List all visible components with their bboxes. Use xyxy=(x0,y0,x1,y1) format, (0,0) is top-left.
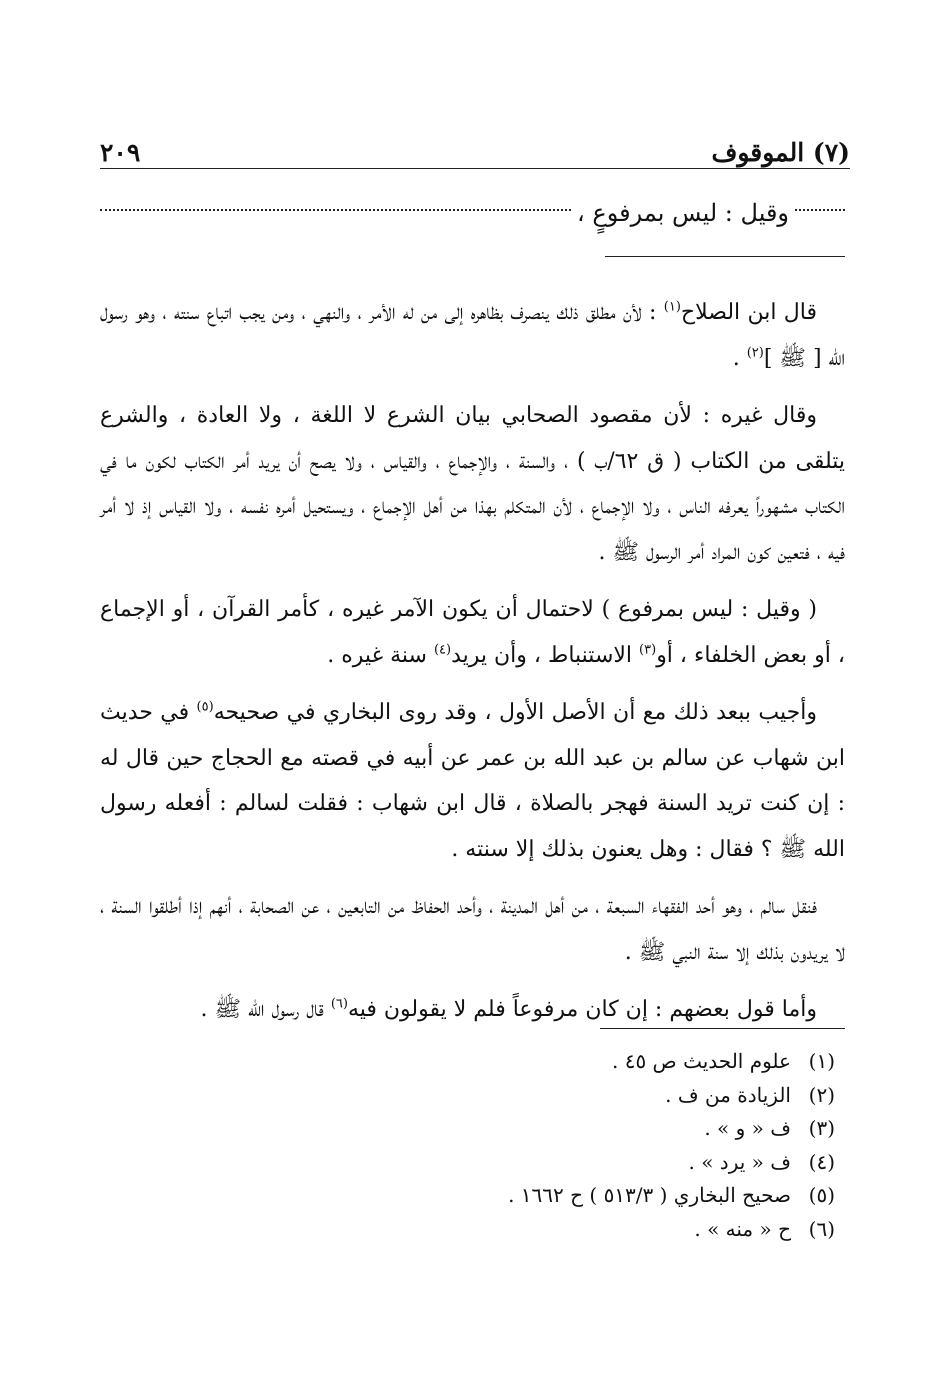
footnote-item xyxy=(100,1179,845,1213)
footnote-text: صحيح البخاري ( ٥١٣/٣ ) ح ١٦٦٢ . xyxy=(508,1183,791,1207)
paragraph: فنقل سالم ، وهو أحد الفقهاء السبعة ، من أهل المدينة ، وأحد الحفاظ من التابعين ، عن الصحابة ، أنهم إذا أطلقوا السنة ، لا يريدون بذلك إلا سنة النبي ﷺ . xyxy=(100,894,845,965)
footnotes xyxy=(100,1045,845,1246)
footnote-ref[interactable]: (٥) xyxy=(196,699,214,715)
footnote-item xyxy=(100,1045,845,1079)
footnote-text: ف « و » . xyxy=(704,1116,791,1140)
commentary-body xyxy=(100,290,845,1045)
paragraph: وأجيب ببعد ذلك مع أن الأصل الأول ، وقد روى البخاري في صحيحه$^{(٥)}$ في حديث ابن شهاب عن سالم بن عبد الله بن عمر عن أبيه في قصته مع الحجاج حين قال له : إن كنت تريد السنة فهجر بالصلاة ، قال ابن شهاب : فقلت لسالم : أفعله رسول الله ﷺ ؟ فقال : وهل يعنون بذلك إلا سنته . xyxy=(100,699,845,862)
footnote-item xyxy=(100,1146,845,1180)
footnote-item xyxy=(100,1079,845,1113)
paragraph: وقال غيره : لأن مقصود الصحابي بيان الشرع لا اللغة ، ولا العادة ، والشرع يتلقى من الكتاب ( ق ٦٢/ب ) ، والسنة ، والإجماع ، والقياس ، ولا يصح أن يريد أمر الكتاب لكون ما في الكتاب مشهوراً يعرفه الناس ، ولا الإجماع ، لأن المتكلم بهذا من أهل الإجماع ، ويستحيل أمره نفسه ، ولا القياس إذ لا أمر فيه ، فتعين كون المراد أمر الرسول ﷺ . xyxy=(100,403,845,565)
matn-line xyxy=(100,198,845,228)
matn-text: وقيل : ليس بمرفوعٍ ، xyxy=(577,199,789,227)
footnote-number: (٢) xyxy=(808,1082,835,1107)
paragraph: ( وقيل : ليس بمرفوع ) لاحتمال أن يكون الآمر غيره ، كأمر القرآن ، أو الإجماع ، أو بعض الخلفاء ، أو$^{(٣)}$ الاستنباط ، وأن يريد$^{(٤)}$ سنة غيره . xyxy=(100,597,845,668)
page-header xyxy=(100,135,850,169)
footnote-number: (٤) xyxy=(808,1149,835,1174)
footnote-number: (١) xyxy=(808,1049,835,1073)
footnote-text: علوم الحديث ص ٤٥ . xyxy=(612,1049,791,1073)
header-divider xyxy=(100,168,850,169)
footnote-ref[interactable]: (٢) xyxy=(746,345,764,361)
footnote-ref[interactable]: (٣) xyxy=(639,642,657,658)
footnote-item xyxy=(100,1213,845,1247)
footnote-number: (٣) xyxy=(808,1116,835,1140)
matn-divider xyxy=(605,256,845,257)
leader-dots-right xyxy=(795,209,845,211)
footnote-text: ف « يرد » . xyxy=(688,1149,791,1174)
footnote-ref[interactable]: (٦) xyxy=(330,996,348,1012)
footnote-text: ح « منه » . xyxy=(694,1216,791,1241)
paragraph: وأما قول بعضهم : إن كان مرفوعاً فلم لا يقولون فيه$^{(٦)}$ قال رسول الله ﷺ . xyxy=(200,996,817,1022)
leader-dots-left xyxy=(100,209,571,211)
footnote-number: (٦) xyxy=(808,1216,835,1241)
footnote-text: الزيادة من ف . xyxy=(665,1082,791,1107)
footnote-ref[interactable]: (٤) xyxy=(433,642,452,658)
footnote-ref[interactable]: (١) xyxy=(663,299,681,315)
paragraph: قال ابن الصلاح$^{(١)}$ : لأن مطلق ذلك ينصرف بظاهره إلى من له الأمر ، والنهي ، ومن يجب اتباع سنته ، وهو رسول الله [ ﷺ ]$^{(٢)}$ . xyxy=(100,299,845,371)
footnote-divider xyxy=(600,1028,845,1029)
footnote-item xyxy=(100,1112,845,1146)
chapter-title: (٧) الموقوف xyxy=(711,137,850,167)
page-number: ٢٠٩ xyxy=(100,137,141,167)
footnote-number: (٥) xyxy=(808,1183,835,1207)
